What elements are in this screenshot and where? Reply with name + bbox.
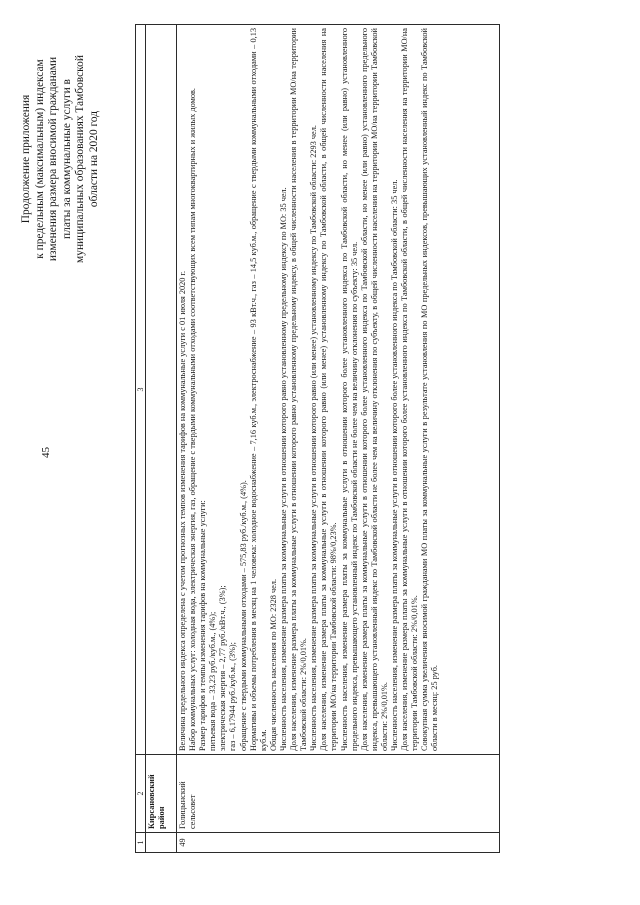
heading-line: муниципальных образованиях Тамбовской	[74, 55, 87, 263]
description-line: Доля населения, изменение размера платы за коммунальные услуги в отношении которого более установленного индекса по Тамбовской области, в общей численности населения на территории МО/на территории Тамбовской области: 2%/0,01%.	[400, 28, 420, 751]
description-line: Численность населения, изменение размера платы за коммунальные услуги в отношении которого равно (или менее) установленному индексу по Тамбовской области: 2293 чел.	[309, 125, 319, 751]
description-line: Набор коммунальных услуг: холодная вода, электрическая энергия, газ, обращение с твердыми коммунальными отходами соответствующих всем типам многоквартирных и жилых домов.	[188, 88, 198, 751]
column-number-2: 2	[136, 755, 146, 833]
description-line: питьевая вода – 33,23 руб./куб.м., (4%);	[208, 611, 218, 751]
column-number-3: 3	[136, 25, 146, 755]
description-line: газ – 6,17944 руб./куб.м., (3%);	[228, 642, 238, 751]
description-line: Совокупная сумма увеличения вносимой гражданами МО платы за коммунальные услуги в результате установления по МО предельных индексов, превышающих установленный индекс по Тамбовской области в месяц: 25 руб.	[420, 28, 440, 751]
description-line: Численность населения, изменение размера платы за коммунальные услуги в отношении которого равно установленному предельному индексу по МО: 35 чел.	[278, 187, 288, 751]
appendix-heading	[20, 9, 102, 309]
district-row	[146, 25, 177, 853]
table-row	[177, 25, 500, 853]
district-name: Кирсановский район	[146, 755, 177, 833]
table-header-row	[136, 25, 146, 853]
heading-line: Продолжение приложения	[20, 94, 32, 224]
description-line: Численность населения, изменение размера платы за коммунальные услуги в отношении которого более установленного индекса по Тамбовской области, но менее (или равно) установленного предельного индекса, превышающего установленный индекс по Тамбовской области не более чем на величину отклонения по субъекту: 35 чел.	[339, 28, 359, 751]
heading-line: области на 2020 год	[87, 110, 100, 208]
heading-line: платы за коммунальные услуги в	[60, 79, 73, 239]
column-number-1: 1	[136, 833, 146, 853]
district-row-empty-cell	[146, 25, 177, 755]
row-description	[177, 25, 500, 755]
description-line: обращение с твердыми коммунальными отходами – 575,83 руб./куб.м., (4%).	[238, 480, 248, 751]
description-line: Общая численность населения по МО: 2328 чел.	[268, 578, 278, 751]
description-line: Нормативы и объемы потребления в месяц на 1 человека: холодное водоснабжение – 7,16 куб.м., электроснабжение – 93 кВт.ч., газ – 14,5 куб.м., обращение с твердыми коммунальными отходами – 0,13 куб.м.	[248, 28, 268, 751]
page-number: 45	[40, 447, 52, 458]
description-line: Доля населения, изменение размера платы за коммунальные услуги в отношении которого более установленного индекса по Тамбовской области, но менее (или равно) установленного предельного индекса, превышающего установленный индекс по Тамбовской области не более чем на величину отклонения по субъекту, в общей численности населения на территории МО/на территории Тамбовской области: 2%/0,01%.	[359, 28, 389, 751]
description-line: Величина предельного индекса определена с учетом прогнозных темпов изменения тарифов на коммунальные услуги с 01 июля 2020 г.	[178, 270, 187, 751]
row-number: 49	[177, 833, 500, 853]
heading-line: к предельным (максимальным) индексам	[33, 59, 46, 259]
district-row-empty-cell	[146, 833, 177, 853]
index-table	[135, 24, 500, 853]
description-line: Доля населения, изменение размера платы за коммунальные услуги в отношении которого равно установленному предельному индексу, в общей численности населения в территории МО/на территории Тамбовской области: 2%/0,01%.	[289, 28, 309, 751]
description-line: Размер тарифов и темпы изменения тарифов на коммунальные услуги:	[198, 500, 208, 751]
description-line: Численность населения, изменение размера платы за коммунальные услуги в отношении которого более установленного индекса по Тамбовской области: 35 чел.	[389, 179, 399, 751]
description-line: Доля населения, изменение размера платы за коммунальные услуги в отношении которого равно (или менее) установленному индексу по Тамбовской области, в общей численности населения на территории МО/на территории Тамбовской области: 98%/0,23%.	[319, 28, 339, 751]
heading-line: изменения размера вносимой гражданами	[47, 56, 60, 262]
description-line: электрическая энергия – 2,77 руб./кВт.ч., (3%);	[218, 585, 228, 751]
settlement-name: Голицынский сельсовет	[177, 755, 500, 833]
